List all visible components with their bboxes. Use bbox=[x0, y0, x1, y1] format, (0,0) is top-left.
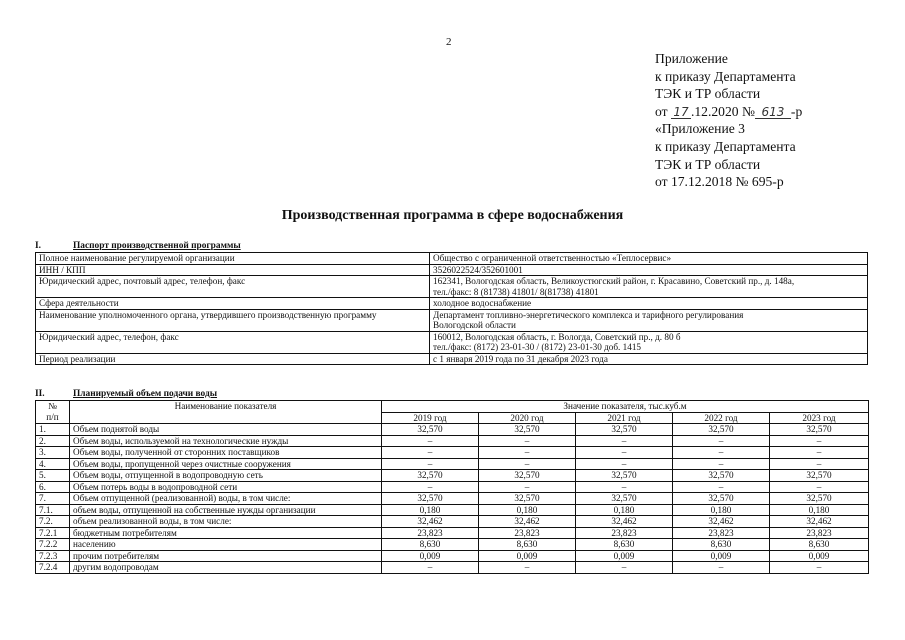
row-name: Объем отпущенной (реализованной) воды, в том числе: bbox=[70, 493, 382, 505]
year-header: 2022 год bbox=[673, 412, 770, 424]
row-value: – bbox=[479, 458, 576, 470]
volume-row bbox=[36, 562, 869, 574]
row-number: 5. bbox=[36, 470, 70, 482]
row-name: объем воды, отпущенной на собственные нужды организации bbox=[70, 504, 382, 516]
row-value: 32,570 bbox=[479, 470, 576, 482]
passport-value bbox=[430, 264, 868, 276]
row-value: – bbox=[770, 562, 869, 574]
volume-row bbox=[36, 493, 869, 505]
row-value: 32,570 bbox=[770, 470, 869, 482]
appendix-line: «Приложение 3 bbox=[655, 121, 745, 137]
row-value: 0,180 bbox=[673, 504, 770, 516]
volume-row bbox=[36, 516, 869, 528]
row-number: 7.1. bbox=[36, 504, 70, 516]
passport-value bbox=[430, 353, 868, 365]
volume-row bbox=[36, 481, 869, 493]
volume-row bbox=[36, 527, 869, 539]
passport-label: ИНН / КПП bbox=[36, 264, 430, 276]
row-number: 7.2.4 bbox=[36, 562, 70, 574]
passport-row bbox=[36, 353, 868, 365]
row-number: 7.2.3 bbox=[36, 550, 70, 562]
row-name: Объем воды, полученной от сторонних поставщиков bbox=[70, 447, 382, 459]
passport-value-line: Общество с ограниченной ответственностью «Теплосервис» bbox=[433, 253, 672, 263]
row-value: – bbox=[479, 435, 576, 447]
row-value: – bbox=[576, 435, 673, 447]
row-value: 32,570 bbox=[382, 424, 479, 436]
year-header: 2020 год bbox=[479, 412, 576, 424]
row-value: 0,009 bbox=[479, 550, 576, 562]
row-value: 32,570 bbox=[770, 493, 869, 505]
row-value: 32,570 bbox=[576, 424, 673, 436]
row-name: прочим потребителям bbox=[70, 550, 382, 562]
row-value: – bbox=[382, 435, 479, 447]
volume-row bbox=[36, 550, 869, 562]
row-name: Объем воды, используемой на технологические нужды bbox=[70, 435, 382, 447]
row-value: 32,462 bbox=[770, 516, 869, 528]
row-value: 0,009 bbox=[673, 550, 770, 562]
passport-label: Сфера деятельности bbox=[36, 298, 430, 310]
row-value: 32,570 bbox=[673, 470, 770, 482]
row-name: бюджетным потребителям bbox=[70, 527, 382, 539]
row-value: 32,570 bbox=[576, 493, 673, 505]
row-value: – bbox=[479, 562, 576, 574]
passport-value bbox=[430, 309, 868, 331]
passport-value bbox=[430, 298, 868, 310]
passport-row bbox=[36, 331, 868, 353]
row-value: – bbox=[576, 447, 673, 459]
year-header: 2023 год bbox=[770, 412, 869, 424]
row-value: 8,630 bbox=[673, 539, 770, 551]
row-value: – bbox=[673, 447, 770, 459]
volume-row bbox=[36, 470, 869, 482]
passport-value-line: с 1 января 2019 года по 31 декабря 2023 года bbox=[433, 353, 608, 364]
water-volume-table bbox=[35, 400, 869, 574]
row-value: 32,570 bbox=[576, 470, 673, 482]
row-value: 32,462 bbox=[576, 516, 673, 528]
volume-row bbox=[36, 458, 869, 470]
row-value: 32,462 bbox=[382, 516, 479, 528]
passport-table bbox=[35, 252, 868, 365]
row-number: 4. bbox=[36, 458, 70, 470]
row-value: 23,823 bbox=[382, 527, 479, 539]
row-value: – bbox=[673, 562, 770, 574]
col-header-name: Наименование показателя bbox=[70, 401, 382, 424]
row-value: – bbox=[382, 481, 479, 493]
passport-label: Наименование уполномоченного органа, утвердившего производственную программу bbox=[36, 309, 430, 331]
passport-value-line: 3526022524/352601001 bbox=[433, 264, 523, 275]
passport-value-line: тел./факс: (8172) 23-01-30 / (8172) 23-01-30 доб. 1415 bbox=[433, 342, 642, 352]
handwritten-day: 17 bbox=[671, 106, 691, 119]
row-value: 8,630 bbox=[576, 539, 673, 551]
passport-value-line: холодное водоснабжение bbox=[433, 298, 532, 308]
section1-title: Паспорт производственной программы bbox=[73, 241, 241, 251]
appendix-line: ТЭК и ТР области bbox=[655, 86, 761, 102]
date-rest: .12.2020 № bbox=[690, 103, 755, 119]
section2-heading bbox=[35, 389, 217, 399]
row-value: – bbox=[673, 435, 770, 447]
row-name: объем реализованной воды, в том числе: bbox=[70, 516, 382, 528]
row-value: – bbox=[382, 458, 479, 470]
volume-row bbox=[36, 435, 869, 447]
row-value: 0,180 bbox=[576, 504, 673, 516]
section1-heading bbox=[35, 241, 241, 251]
row-value: 8,630 bbox=[382, 539, 479, 551]
handwritten-order-number: 613 bbox=[755, 106, 791, 119]
row-value: 32,570 bbox=[382, 470, 479, 482]
appendix-line: к приказу Департамента bbox=[655, 138, 796, 154]
passport-value bbox=[430, 331, 868, 353]
order-suffix: -р bbox=[790, 103, 803, 119]
volume-row bbox=[36, 424, 869, 436]
col-header-number: № п/п bbox=[36, 401, 70, 424]
row-name: Объем потерь воды в водопроводной сети bbox=[70, 481, 382, 493]
row-value: 0,009 bbox=[576, 550, 673, 562]
row-value: 0,009 bbox=[770, 550, 869, 562]
row-number: 7.2. bbox=[36, 516, 70, 528]
row-value: – bbox=[770, 481, 869, 493]
passport-label: Полное наименование регулируемой организации bbox=[36, 253, 430, 265]
passport-row bbox=[36, 309, 868, 331]
row-number: 6. bbox=[36, 481, 70, 493]
row-number: 2. bbox=[36, 435, 70, 447]
row-value: – bbox=[770, 458, 869, 470]
row-value: 0,180 bbox=[382, 504, 479, 516]
section2-number: II. bbox=[35, 389, 45, 399]
appendix-line: ТЭК и ТР области bbox=[655, 156, 761, 172]
passport-label: Юридический адрес, почтовый адрес, телефон, факс bbox=[36, 276, 430, 298]
row-name: населению bbox=[70, 539, 382, 551]
row-value: – bbox=[576, 562, 673, 574]
year-header: 2021 год bbox=[576, 412, 673, 424]
row-value: – bbox=[770, 447, 869, 459]
row-value: 23,823 bbox=[479, 527, 576, 539]
row-value: – bbox=[382, 447, 479, 459]
row-value: – bbox=[576, 481, 673, 493]
row-value: – bbox=[770, 435, 869, 447]
row-value: 32,570 bbox=[479, 493, 576, 505]
passport-value bbox=[430, 276, 868, 298]
row-value: 8,630 bbox=[770, 539, 869, 551]
row-number: 7.2.2 bbox=[36, 539, 70, 551]
row-value: 23,823 bbox=[770, 527, 869, 539]
passport-value-line: тел./факс: 8 (81738) 41801/ 8(81738) 41801 bbox=[433, 286, 599, 297]
row-value: 23,823 bbox=[673, 527, 770, 539]
passport-value bbox=[430, 253, 868, 265]
row-name: Объем воды, отпущенной в водопроводную сеть bbox=[70, 470, 382, 482]
row-name: другим водопроводам bbox=[70, 562, 382, 574]
row-value: – bbox=[479, 481, 576, 493]
row-value: 8,630 bbox=[479, 539, 576, 551]
passport-value-line: 160012, Вологодская область, г. Вологда, Советский пр., д. 80 б bbox=[433, 331, 681, 342]
row-value: 32,462 bbox=[673, 516, 770, 528]
passport-row bbox=[36, 264, 868, 276]
passport-value-line: Вологодской области bbox=[433, 320, 516, 330]
row-number: 7. bbox=[36, 493, 70, 505]
row-value: 0,009 bbox=[382, 550, 479, 562]
row-value: 32,570 bbox=[382, 493, 479, 505]
volume-row bbox=[36, 539, 869, 551]
row-value: 32,570 bbox=[770, 424, 869, 436]
appendix-line: Приложение bbox=[655, 51, 728, 66]
row-name: Объем воды, пропущенной через очистные сооружения bbox=[70, 458, 382, 470]
row-number: 3. bbox=[36, 447, 70, 459]
row-value: 0,180 bbox=[770, 504, 869, 516]
page-number: 2 bbox=[446, 36, 452, 48]
appendix-block bbox=[655, 50, 802, 191]
row-value: 32,570 bbox=[673, 493, 770, 505]
col-header-values: Значение показателя, тыс.куб.м bbox=[382, 401, 869, 413]
section2-title: Планируемый объем подачи воды bbox=[73, 389, 218, 399]
row-value: 32,462 bbox=[479, 516, 576, 528]
row-value: – bbox=[673, 458, 770, 470]
section1-number: I. bbox=[35, 241, 41, 251]
year-header: 2019 год bbox=[382, 412, 479, 424]
row-value: 32,570 bbox=[673, 424, 770, 436]
volume-row bbox=[36, 504, 869, 516]
row-value: – bbox=[673, 481, 770, 493]
passport-row bbox=[36, 253, 868, 265]
date-prefix: от bbox=[655, 103, 668, 119]
row-value: 0,180 bbox=[479, 504, 576, 516]
row-name: Объем поднятой воды bbox=[70, 424, 382, 436]
passport-label: Период реализации bbox=[36, 353, 430, 365]
passport-row bbox=[36, 298, 868, 310]
appendix-line: к приказу Департамента bbox=[655, 68, 796, 84]
passport-value-line: Департамент топливно-энергетического комплекса и тарифного регулирования bbox=[433, 309, 744, 320]
row-value: – bbox=[479, 447, 576, 459]
passport-label: Юридический адрес, телефон, факс bbox=[36, 331, 430, 353]
row-value: – bbox=[382, 562, 479, 574]
row-value: – bbox=[576, 458, 673, 470]
row-number: 7.2.1 bbox=[36, 527, 70, 539]
appendix-line: от 17.12.2018 № 695-р bbox=[655, 174, 784, 190]
row-number: 1. bbox=[36, 424, 70, 436]
appendix-date-line bbox=[655, 103, 802, 121]
passport-row bbox=[36, 276, 868, 298]
volume-row bbox=[36, 447, 869, 459]
passport-value-line: 162341, Вологодская область, Великоустюгский район, г. Красавино, Советский пр., д. 148а, bbox=[433, 276, 795, 286]
row-value: 32,570 bbox=[479, 424, 576, 436]
document-title: Производственная программа в сфере водоснабжения bbox=[281, 208, 624, 223]
row-value: 23,823 bbox=[576, 527, 673, 539]
